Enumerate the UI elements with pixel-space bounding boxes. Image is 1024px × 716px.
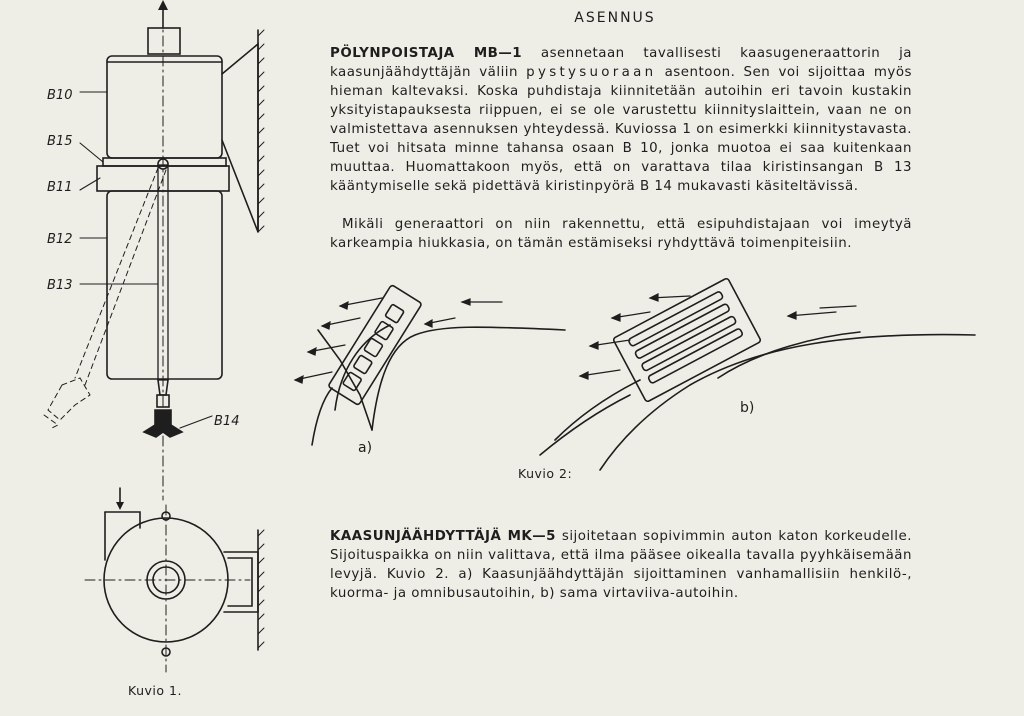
paragraph1-text-b: asentoon. Sen voi sijoittaa myös hieman kaltevaksi. Koska puhdistaja kiinnitetään autoihin eri tavoin kustakin yksityistapauksesta riippuen, ei se ole varustettu kiinnityslaittein, vaan ne on valmistettava asennuksen yhteydessä. Kuviossa 1 on esimerkki kiinnitystavasta. Tuet voi hitsata minne tahansa osaan B 10, jonka muotoa ei saa kuitenkaan muuttaa. Huomattakoon myös, että on varattava tilaa kiristinsangan B 13 kääntymiselle sekä pidettävä kiristinpyörä B 14 mukavasti käsiteltävissä.	[330, 65, 912, 194]
label-b13: B13	[47, 278, 73, 293]
label-b14: B14	[214, 414, 240, 429]
figure2-caption: Kuvio 2:	[518, 466, 573, 481]
paragraph-generator-note: Mikäli generaattori on niin rakennettu, että esipuhdistajaan voi imeytyä karkeampia hiukkasia, on tämän estämiseksi ryhdyttävä toimenpiteisiin.	[330, 217, 912, 251]
figure2a-diagram	[295, 285, 565, 445]
figure1-top-view	[85, 488, 264, 672]
figure2b-label: b)	[740, 400, 755, 416]
product-name-mb1: PÖLYNPOISTAJA MB—1	[330, 46, 523, 61]
label-b10: B10	[47, 88, 73, 103]
figure1-caption: Kuvio 1.	[128, 683, 182, 698]
paragraph1-text-a: asennetaan tavallisesti kaasugeneraattorin ja kaasunjäähdyttäjän väliin	[330, 46, 912, 80]
label-b11: B11	[47, 180, 73, 195]
product-name-mk5: KAASUNJÄÄHDYTTÄJÄ MK—5	[330, 529, 556, 544]
page-heading: ASENNUS	[574, 10, 656, 26]
label-b12: B12	[47, 232, 73, 247]
figure2a-label: a)	[358, 440, 373, 456]
paragraph1-spaced-word: pystysuoraan	[526, 65, 657, 80]
paragraph3-text: sijoitetaan sopivimmin auton katon korkeudelle. Sijoituspaikka on niin valittava, että ilma pääsee oikealla tavalla pyyhkäisemään levyjä. Kuvio 2. a) Kaasunjäähdyttäjän sijoittaminen vanhamallisiin henkilö-, kuorma- ja omnibusautoihin, b) sama virtaviiva-autoihin.	[330, 529, 912, 601]
paragraph-gas-cooler	[330, 527, 912, 603]
figure1-side-view	[44, 0, 264, 500]
label-b15: B15	[47, 134, 73, 149]
figure2b-diagram	[540, 278, 975, 470]
paragraph-dust-separator	[330, 44, 912, 196]
